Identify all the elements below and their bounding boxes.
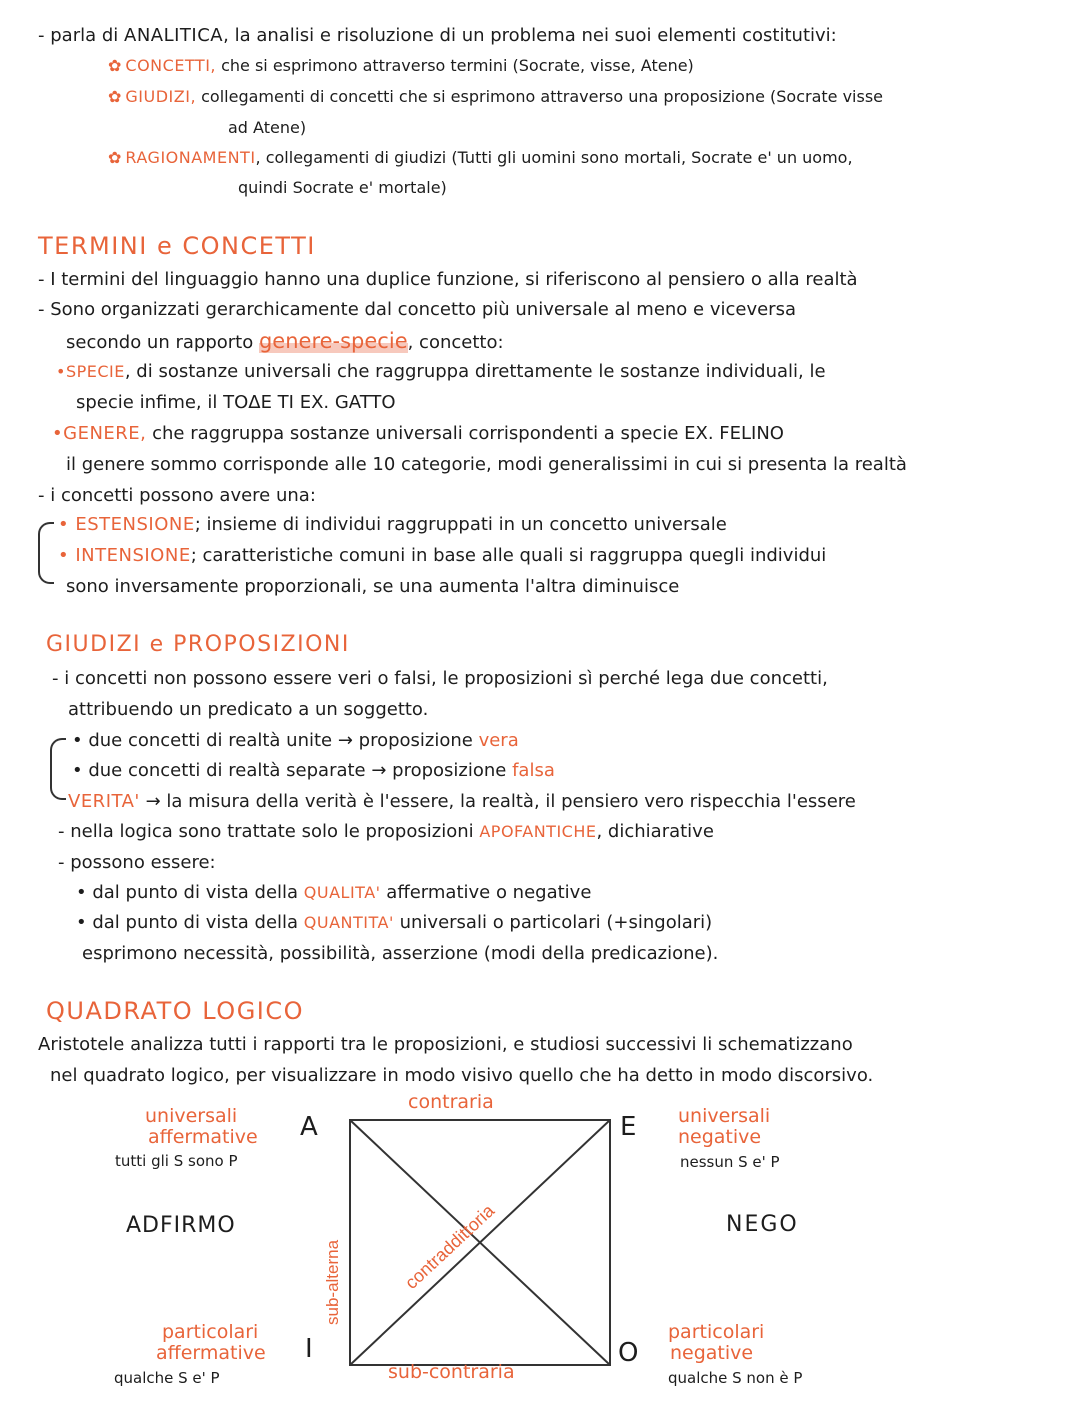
genere-text: che raggruppa sostanze universali corrispondenti a specie EX. FELINO <box>146 423 784 444</box>
flower-icon: ✿ <box>108 87 122 106</box>
specie-key: •SPECIE <box>56 362 125 381</box>
genere-line2: il genere sommo corrisponde alle 10 categorie, modi generalissimi in cui si presenta la realtà <box>66 454 907 475</box>
o-label1: particolari <box>668 1321 765 1343</box>
nego-label: NEGO <box>726 1212 799 1237</box>
concetti-possono: - i concetti possono avere una: <box>38 485 316 506</box>
concetti-key: CONCETTI, <box>125 56 216 75</box>
termini-l3 <box>66 329 504 355</box>
bracket <box>50 738 66 800</box>
modi-line: esprimono necessità, possibilità, asserzione (modi della predicazione). <box>82 943 719 964</box>
l3-pre: secondo un rapporto <box>66 332 259 353</box>
ragionamenti-key: RAGIONAMENTI <box>125 148 256 167</box>
contraria-label: contraria <box>408 1091 494 1113</box>
ragionamenti-line2: quindi Socrate e' mortale) <box>238 178 447 197</box>
e-label1: universali <box>678 1105 771 1127</box>
possono-line: - possono essere: <box>58 852 216 873</box>
bracket <box>38 522 54 584</box>
estensione-key: • ESTENSIONE <box>58 514 195 535</box>
intro-pre: parla di <box>50 25 124 46</box>
quadrato-l2: nel quadrato logico, per visualizzare in modo visivo quello che ha detto in modo discorsivo. <box>50 1065 874 1086</box>
apofantiche-key: APOFANTICHE <box>479 822 597 841</box>
unite-line <box>72 729 519 753</box>
termini-l2: - Sono organizzati gerarchicamente dal concetto più universale al meno e viceversa <box>38 299 796 320</box>
apofantiche-pre: - nella logica sono trattate solo le proposizioni <box>58 821 480 842</box>
genere-specie: genere-specie <box>258 329 408 353</box>
quantita-post: universali o particolari (+singolari) <box>393 912 713 933</box>
estensione-line <box>58 513 727 537</box>
l3-post: , concetto: <box>407 332 504 353</box>
giudizi-l1: - i concetti non possono essere veri o falsi, le proposizioni sì perché lega due concetti, <box>52 668 828 689</box>
unite-val: vera <box>478 730 519 751</box>
verita-key: VERITA' <box>68 791 140 812</box>
specie-line2: specie infime, il TOΔΕ ΤΙ EX. GATTO <box>76 392 396 413</box>
letter-a: A <box>300 1112 318 1142</box>
separate-pre: • due concetti di realtà separate → proposizione <box>72 760 513 781</box>
letter-i: I <box>305 1334 313 1364</box>
quantita-key: QUANTITA' <box>303 913 394 932</box>
inverse-line: sono inversamente proporzionali, se una aumenta l'altra diminuisce <box>66 576 680 597</box>
ragionamenti-text: , collegamenti di giudizi (Tutti gli uomini sono mortali, Socrate e' un uomo, <box>255 148 853 167</box>
genere-key: •GENERE, <box>52 423 147 444</box>
letter-e: E <box>620 1112 637 1142</box>
apofantiche-line <box>58 820 714 844</box>
termini-l1: - I termini del linguaggio hanno una duplice funzione, si riferiscono al pensiero o alla realtà <box>38 269 858 290</box>
separate-line <box>72 759 555 783</box>
giudizi-key: GIUDIZI, <box>125 87 197 106</box>
qualita-pre: • dal punto di vista della <box>76 882 304 903</box>
qualita-post: affermative o negative <box>380 882 592 903</box>
separate-val: falsa <box>512 760 555 781</box>
giudizi-l2: attribuendo un predicato a un soggetto. <box>68 699 429 720</box>
o-label2: negative <box>670 1342 754 1364</box>
verita-text: → la misura della verità è l'essere, la realtà, il pensiero vero rispecchia l'essere <box>139 791 856 812</box>
specie-text: , di sostanze universali che raggruppa direttamente le sostanze individuali, le <box>124 361 826 382</box>
qualita-key: QUALITA' <box>303 883 381 902</box>
concetti-line <box>108 54 694 78</box>
quantita-line <box>76 911 712 935</box>
i-label1: particolari <box>162 1321 259 1343</box>
analitica-intro <box>38 24 837 48</box>
termini-heading: TERMINI e CONCETTI <box>38 232 316 260</box>
estensione-text: ; insieme di individui raggruppati in un concetto universale <box>194 514 727 535</box>
adfirmo-label: ADFIRMO <box>126 1213 236 1238</box>
intensione-line <box>58 544 826 568</box>
intro-post: , la analisi e risoluzione di un problema nei suoi elementi costitutivi: <box>223 25 837 46</box>
verita-line <box>68 790 856 814</box>
ragionamenti-line <box>108 146 853 170</box>
o-example: qualche S non è P <box>668 1369 803 1387</box>
sub-alterna-label: sub-alterna <box>323 1239 342 1325</box>
flower-icon: ✿ <box>108 56 122 75</box>
giudizi-heading: GIUDIZI e PROPOSIZIONI <box>46 632 350 657</box>
qualita-line <box>76 881 591 905</box>
a-label1: universali <box>145 1105 238 1127</box>
subcontraria-label: sub-contraria <box>388 1361 515 1383</box>
concetti-text: che si esprimono attraverso termini (Socrate, visse, Atene) <box>216 56 694 75</box>
quadrato-l1: Aristotele analizza tutti i rapporti tra le proposizioni, e studiosi successivi li schematizzano <box>38 1034 853 1055</box>
e-example: nessun S e' P <box>680 1153 780 1171</box>
a-label2: affermative <box>148 1126 258 1148</box>
logical-square <box>323 1100 650 1390</box>
contraddittoria-label: contraddittoria <box>401 1200 499 1293</box>
intensione-text: ; caratteristiche comuni in base alle quali si raggruppa quegli individui <box>190 545 827 566</box>
intensione-key: • INTENSIONE <box>58 545 191 566</box>
a-example: tutti gli S sono P <box>115 1152 238 1170</box>
giudizi-text: collegamenti di concetti che si esprimono attraverso una proposizione (Socrate visse <box>196 87 884 106</box>
giudizi-line <box>108 85 883 109</box>
flower-icon: ✿ <box>108 148 122 167</box>
letter-o: O <box>618 1338 639 1368</box>
i-example: qualche S e' P <box>114 1369 220 1387</box>
e-label2: negative <box>678 1126 762 1148</box>
quantita-pre: • dal punto di vista della <box>76 912 304 933</box>
i-label2: affermative <box>156 1342 266 1364</box>
quadrato-heading: QUADRATO LOGICO <box>46 997 305 1025</box>
giudizi-line2: ad Atene) <box>228 118 307 137</box>
apofantiche-post: , dichiarative <box>596 821 714 842</box>
genere-line <box>52 422 784 446</box>
specie-line <box>56 360 826 384</box>
dash: - <box>38 25 45 46</box>
intro-key: ANALITICA <box>124 25 224 46</box>
unite-pre: • due concetti di realtà unite → proposizione <box>72 730 479 751</box>
